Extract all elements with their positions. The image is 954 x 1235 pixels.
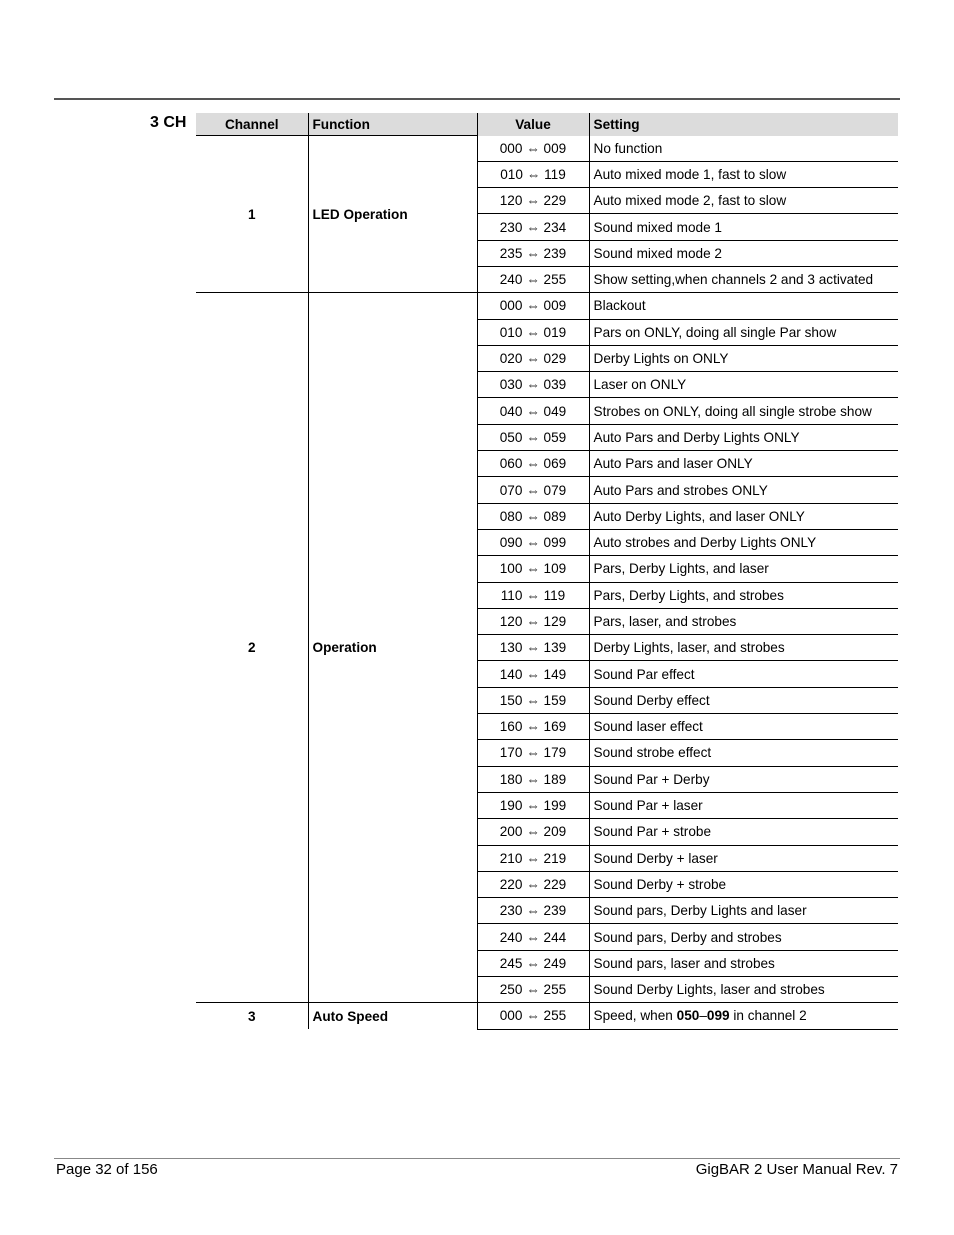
- dmx-value-range: 210 ⇔ 219: [477, 845, 589, 871]
- setting-description: No function: [589, 136, 898, 162]
- header-setting: Setting: [589, 113, 898, 136]
- dmx-value-range: 020 ⇔ 029: [477, 345, 589, 371]
- channel-function: Operation: [308, 293, 477, 1003]
- dmx-channel-table: [196, 113, 898, 1030]
- setting-description: Sound Derby Lights, laser and strobes: [589, 977, 898, 1003]
- dmx-value-range: 240 ⇔ 244: [477, 924, 589, 950]
- dmx-value-range: 160 ⇔ 169: [477, 714, 589, 740]
- mode-label: 3 CH: [150, 114, 187, 131]
- setting-description: Pars, Derby Lights, and laser: [589, 556, 898, 582]
- setting-description: Auto Pars and laser ONLY: [589, 451, 898, 477]
- setting-description: Sound Par effect: [589, 661, 898, 687]
- header-rule: [54, 98, 900, 100]
- setting-description: Auto mixed mode 1, fast to slow: [589, 161, 898, 187]
- setting-description: Auto mixed mode 2, fast to slow: [589, 188, 898, 214]
- dmx-value-range: 180 ⇔ 189: [477, 766, 589, 792]
- setting-description: Pars on ONLY, doing all single Par show: [589, 319, 898, 345]
- setting-description: Sound Par + strobe: [589, 819, 898, 845]
- channel-function: Auto Speed: [308, 1003, 477, 1029]
- table-header-row: [196, 113, 898, 136]
- channel-number: 1: [196, 136, 308, 293]
- header-value: Value: [477, 113, 589, 136]
- table-row: [196, 293, 898, 319]
- setting-text-part: in channel 2: [729, 1008, 807, 1024]
- setting-description: Auto strobes and Derby Lights ONLY: [589, 529, 898, 555]
- dmx-value-range: 090 ⇔ 099: [477, 529, 589, 555]
- setting-description: Sound mixed mode 2: [589, 240, 898, 266]
- setting-description: Derby Lights on ONLY: [589, 345, 898, 371]
- dmx-value-range: 080 ⇔ 089: [477, 503, 589, 529]
- setting-text-part: 099: [706, 1008, 730, 1024]
- setting-description: Sound pars, laser and strobes: [589, 950, 898, 976]
- setting-description: Blackout: [589, 293, 898, 319]
- dmx-value-range: 120 ⇔ 129: [477, 608, 589, 634]
- setting-description: Pars, Derby Lights, and strobes: [589, 582, 898, 608]
- dmx-value-range: 140 ⇔ 149: [477, 661, 589, 687]
- setting-text-part: –: [699, 1008, 707, 1024]
- dmx-value-range: 235 ⇔ 239: [477, 240, 589, 266]
- setting-description: Auto Pars and Derby Lights ONLY: [589, 424, 898, 450]
- dmx-value-range: 200 ⇔ 209: [477, 819, 589, 845]
- dmx-value-range: 100 ⇔ 109: [477, 556, 589, 582]
- dmx-value-range: 130 ⇔ 139: [477, 635, 589, 661]
- setting-description: Pars, laser, and strobes: [589, 608, 898, 634]
- header-function: Function: [308, 113, 477, 136]
- dmx-value-range: 120 ⇔ 229: [477, 188, 589, 214]
- dmx-value-range: 000 ⇔ 009: [477, 136, 589, 162]
- setting-description: [589, 1003, 898, 1029]
- dmx-value-range: 000 ⇔ 009: [477, 293, 589, 319]
- dmx-value-range: 240 ⇔ 255: [477, 266, 589, 292]
- footer-page-number: Page 32 of 156: [56, 1161, 158, 1178]
- table-row: [196, 1003, 898, 1029]
- setting-description: Show setting,when channels 2 and 3 activated: [589, 266, 898, 292]
- dmx-value-range: 040 ⇔ 049: [477, 398, 589, 424]
- dmx-value-range: 070 ⇔ 079: [477, 477, 589, 503]
- dmx-value-range: 030 ⇔ 039: [477, 372, 589, 398]
- dmx-value-range: 170 ⇔ 179: [477, 740, 589, 766]
- setting-description: Derby Lights, laser, and strobes: [589, 635, 898, 661]
- dmx-value-range: 245 ⇔ 249: [477, 950, 589, 976]
- dmx-value-range: 010 ⇔ 019: [477, 319, 589, 345]
- dmx-value-range: 190 ⇔ 199: [477, 792, 589, 818]
- setting-description: Laser on ONLY: [589, 372, 898, 398]
- setting-description: Sound strobe effect: [589, 740, 898, 766]
- setting-description: Sound mixed mode 1: [589, 214, 898, 240]
- dmx-value-range: 110 ⇔ 119: [477, 582, 589, 608]
- footer-doc-title: GigBAR 2 User Manual Rev. 7: [695, 1161, 898, 1178]
- dmx-value-range: 230 ⇔ 239: [477, 898, 589, 924]
- setting-description: Sound Par + Derby: [589, 766, 898, 792]
- setting-description: Auto Pars and strobes ONLY: [589, 477, 898, 503]
- setting-description: Sound laser effect: [589, 714, 898, 740]
- setting-description: Sound Par + laser: [589, 792, 898, 818]
- channel-number: 2: [196, 293, 308, 1003]
- dmx-value-range: 250 ⇔ 255: [477, 977, 589, 1003]
- header-channel: Channel: [196, 113, 308, 136]
- setting-description: Sound Derby + laser: [589, 845, 898, 871]
- setting-description: Auto Derby Lights, and laser ONLY: [589, 503, 898, 529]
- dmx-value-range: 000 ⇔ 255: [477, 1003, 589, 1029]
- setting-text-part: Speed, when: [593, 1008, 677, 1024]
- setting-description: Strobes on ONLY, doing all single strobe show: [589, 398, 898, 424]
- channel-function: LED Operation: [308, 136, 477, 293]
- setting-text-part: 050: [676, 1008, 700, 1024]
- dmx-value-range: 230 ⇔ 234: [477, 214, 589, 240]
- setting-description: Sound pars, Derby Lights and laser: [589, 898, 898, 924]
- dmx-value-range: 010 ⇔ 119: [477, 161, 589, 187]
- table-body: [196, 136, 898, 1030]
- setting-description: Sound Derby effect: [589, 687, 898, 713]
- footer-rule: [54, 1158, 900, 1159]
- dmx-value-range: 050 ⇔ 059: [477, 424, 589, 450]
- table-row: [196, 136, 898, 162]
- setting-description: Sound pars, Derby and strobes: [589, 924, 898, 950]
- dmx-value-range: 060 ⇔ 069: [477, 451, 589, 477]
- setting-description: Sound Derby + strobe: [589, 871, 898, 897]
- channel-number: 3: [196, 1003, 308, 1029]
- dmx-value-range: 220 ⇔ 229: [477, 871, 589, 897]
- dmx-value-range: 150 ⇔ 159: [477, 687, 589, 713]
